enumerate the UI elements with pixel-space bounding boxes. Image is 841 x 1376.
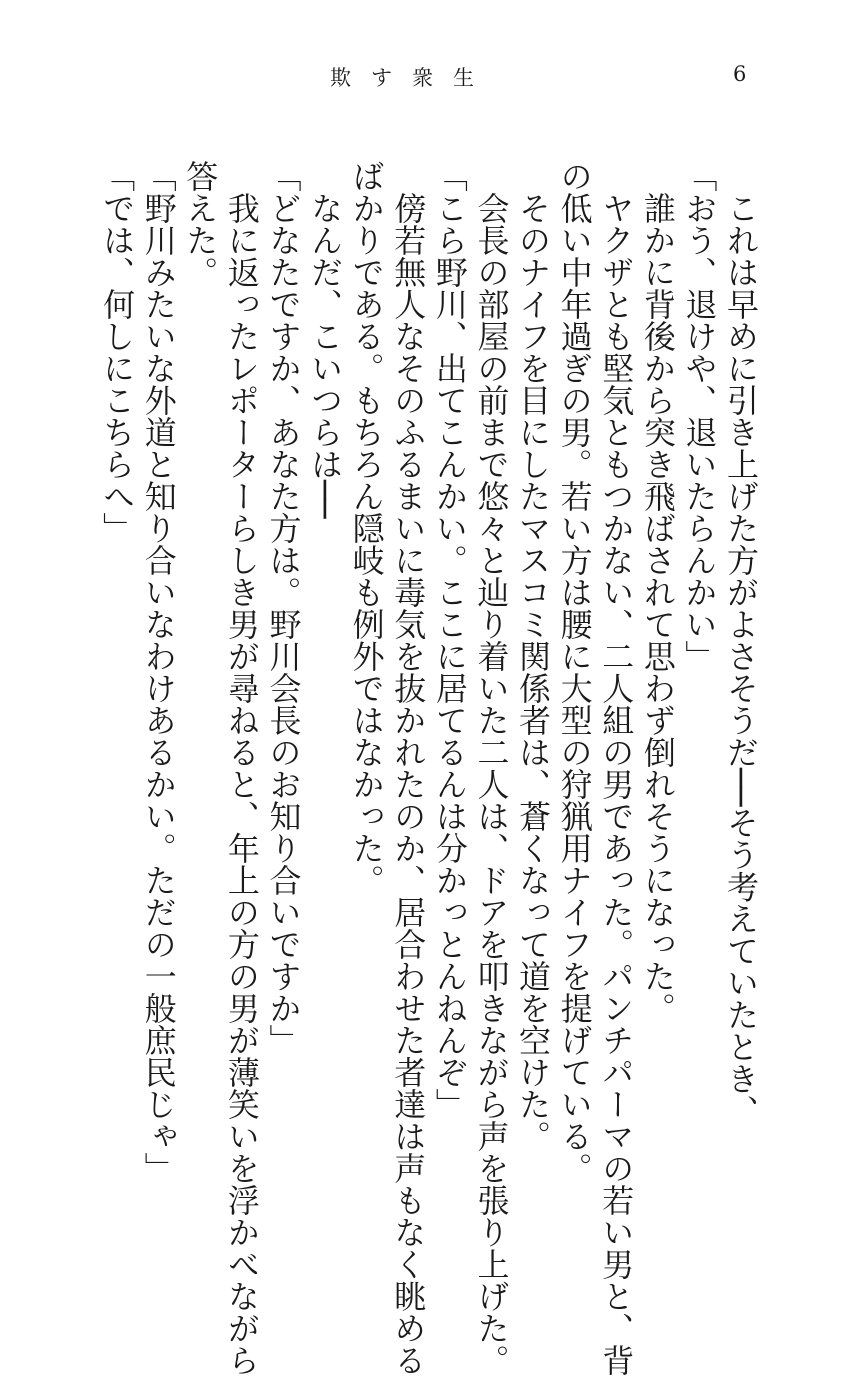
text-line: 「では、何しにこちらへ」: [98, 160, 137, 544]
text-line: なんだ、こいつらは──: [306, 160, 345, 519]
text-line: 「どなたですか、あなた方は。野川会長のお知り合いですか」: [264, 160, 303, 1056]
text-line: 誰かに背後から突き飛ばされて思わず倒れそうになった。: [638, 160, 677, 1024]
text-line: 「おう、退けや、退いたらんかい」: [680, 160, 719, 672]
text-line: 答えた。: [181, 160, 220, 288]
page-number: 6: [733, 62, 747, 86]
text-line: 「こら野川、出てこんかい。ここに居てるんは分かっとんねんぞ」: [430, 160, 469, 1120]
body-text: [95, 160, 761, 1376]
text-line: 我に返ったレポーターらしき男が尋ねると、年上の方の男が薄笑いを浮かべながら: [222, 160, 261, 1376]
text-line: 傍若無人なそのふるまいに毒気を抜かれたのか、居合わせた者達は声もなく眺める: [389, 160, 428, 1376]
text-line: 「野川みたいな外道と知り合いなわけあるかい。ただの一般庶民じゃ」: [139, 160, 178, 1184]
text-line: ばかりである。もちろん隠岐も例外ではなかった。: [347, 160, 386, 896]
text-line: そのナイフを目にしたマスコミ関係者は、蒼くなって道を空けた。: [514, 160, 553, 1152]
running-title: 欺す衆生: [330, 66, 494, 90]
text-line: の低い中年過ぎの男。若い方は腰に大型の狩猟用ナイフを提げている。: [555, 160, 594, 1184]
text-line: ヤクザとも堅気ともつかない、二人組の男であった。パンチパーマの若い男と、背: [597, 160, 636, 1376]
text-line: これは早めに引き上げた方がよさそうだ──そう考えていたとき、: [722, 160, 760, 1127]
text-line: 会長の部屋の前まで悠々と辿り着いた二人は、ドアを叩きながら声を張り上げた。: [472, 160, 511, 1376]
